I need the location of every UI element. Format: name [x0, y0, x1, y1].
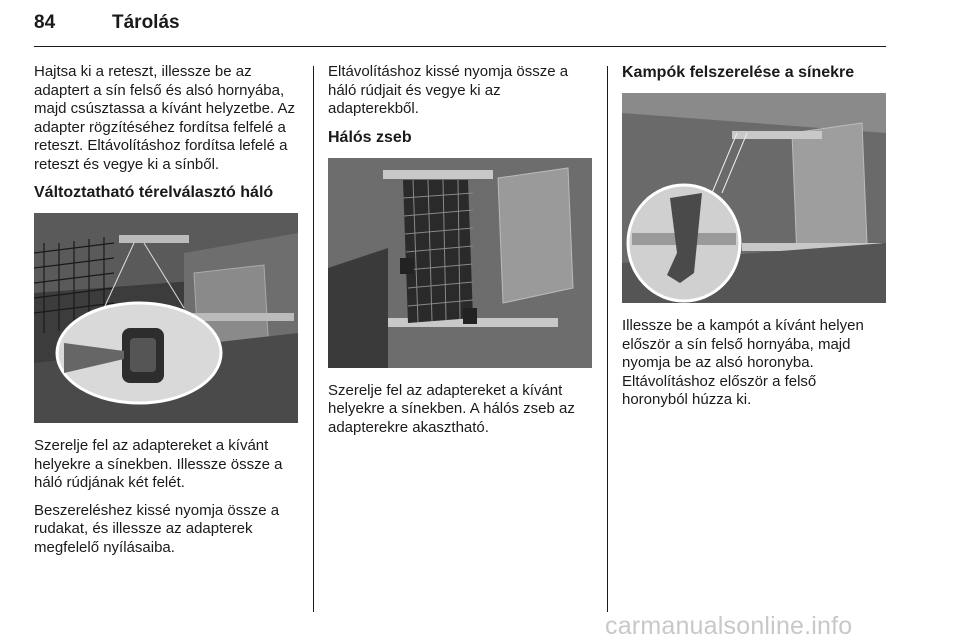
col1-intro: Hajtsa ki a reteszt, illessze be az adaptert a sín felső és alsó hornyába, majd csúsztassa a kívánt helyzetbe. Az adapter rögzítéséhez fordítsa felfelé a reteszt. Eltávolításhoz fordítsa lefelé a reteszt és vegye ki a sínből.	[34, 63, 295, 173]
column-divider	[313, 66, 314, 612]
col3-heading: Kampók felszerelése a sínekre	[622, 64, 855, 81]
divider-net-figure	[34, 213, 298, 423]
col2-intro: Eltávolításhoz kissé nyomja össze a háló rúdjait és vegye ki az adapterekből.	[328, 63, 569, 117]
page-title: Tárolás	[112, 12, 180, 33]
col2-heading: Hálós zseb	[328, 128, 412, 146]
col1-heading: Változtatható térelválasztó háló	[34, 184, 274, 201]
column-2	[328, 63, 593, 446]
col1-para1: Szerelje fel az adaptereket a kívánt helyekre a sínekben. Illessze össze a háló rúdjának két felét.	[34, 437, 283, 491]
col2-para1: Szerelje fel az adaptereket a kívánt helyekre a sínekben. A hálós zseb az adapterekre akasztható.	[328, 381, 575, 436]
watermark: carmanualsonline.info	[605, 612, 853, 640]
column-3	[622, 63, 886, 419]
page-number: 84	[34, 12, 56, 33]
net-pocket-figure	[328, 158, 592, 368]
hook-rail-figure	[622, 93, 886, 303]
column-divider	[607, 66, 608, 612]
header-rule	[34, 46, 886, 47]
column-1	[34, 63, 299, 566]
col1-para2: Beszereléshez kissé nyomja össze a rudakat, és illessze az adapterek megfelelő nyílásaiba.	[34, 501, 280, 556]
col3-para1: Illessze be a kampót a kívánt helyen először a sín felső hornyába, majd nyomja be az alsó horonyba. Eltávolításhoz először a felső horonyból húzza ki.	[622, 317, 864, 408]
